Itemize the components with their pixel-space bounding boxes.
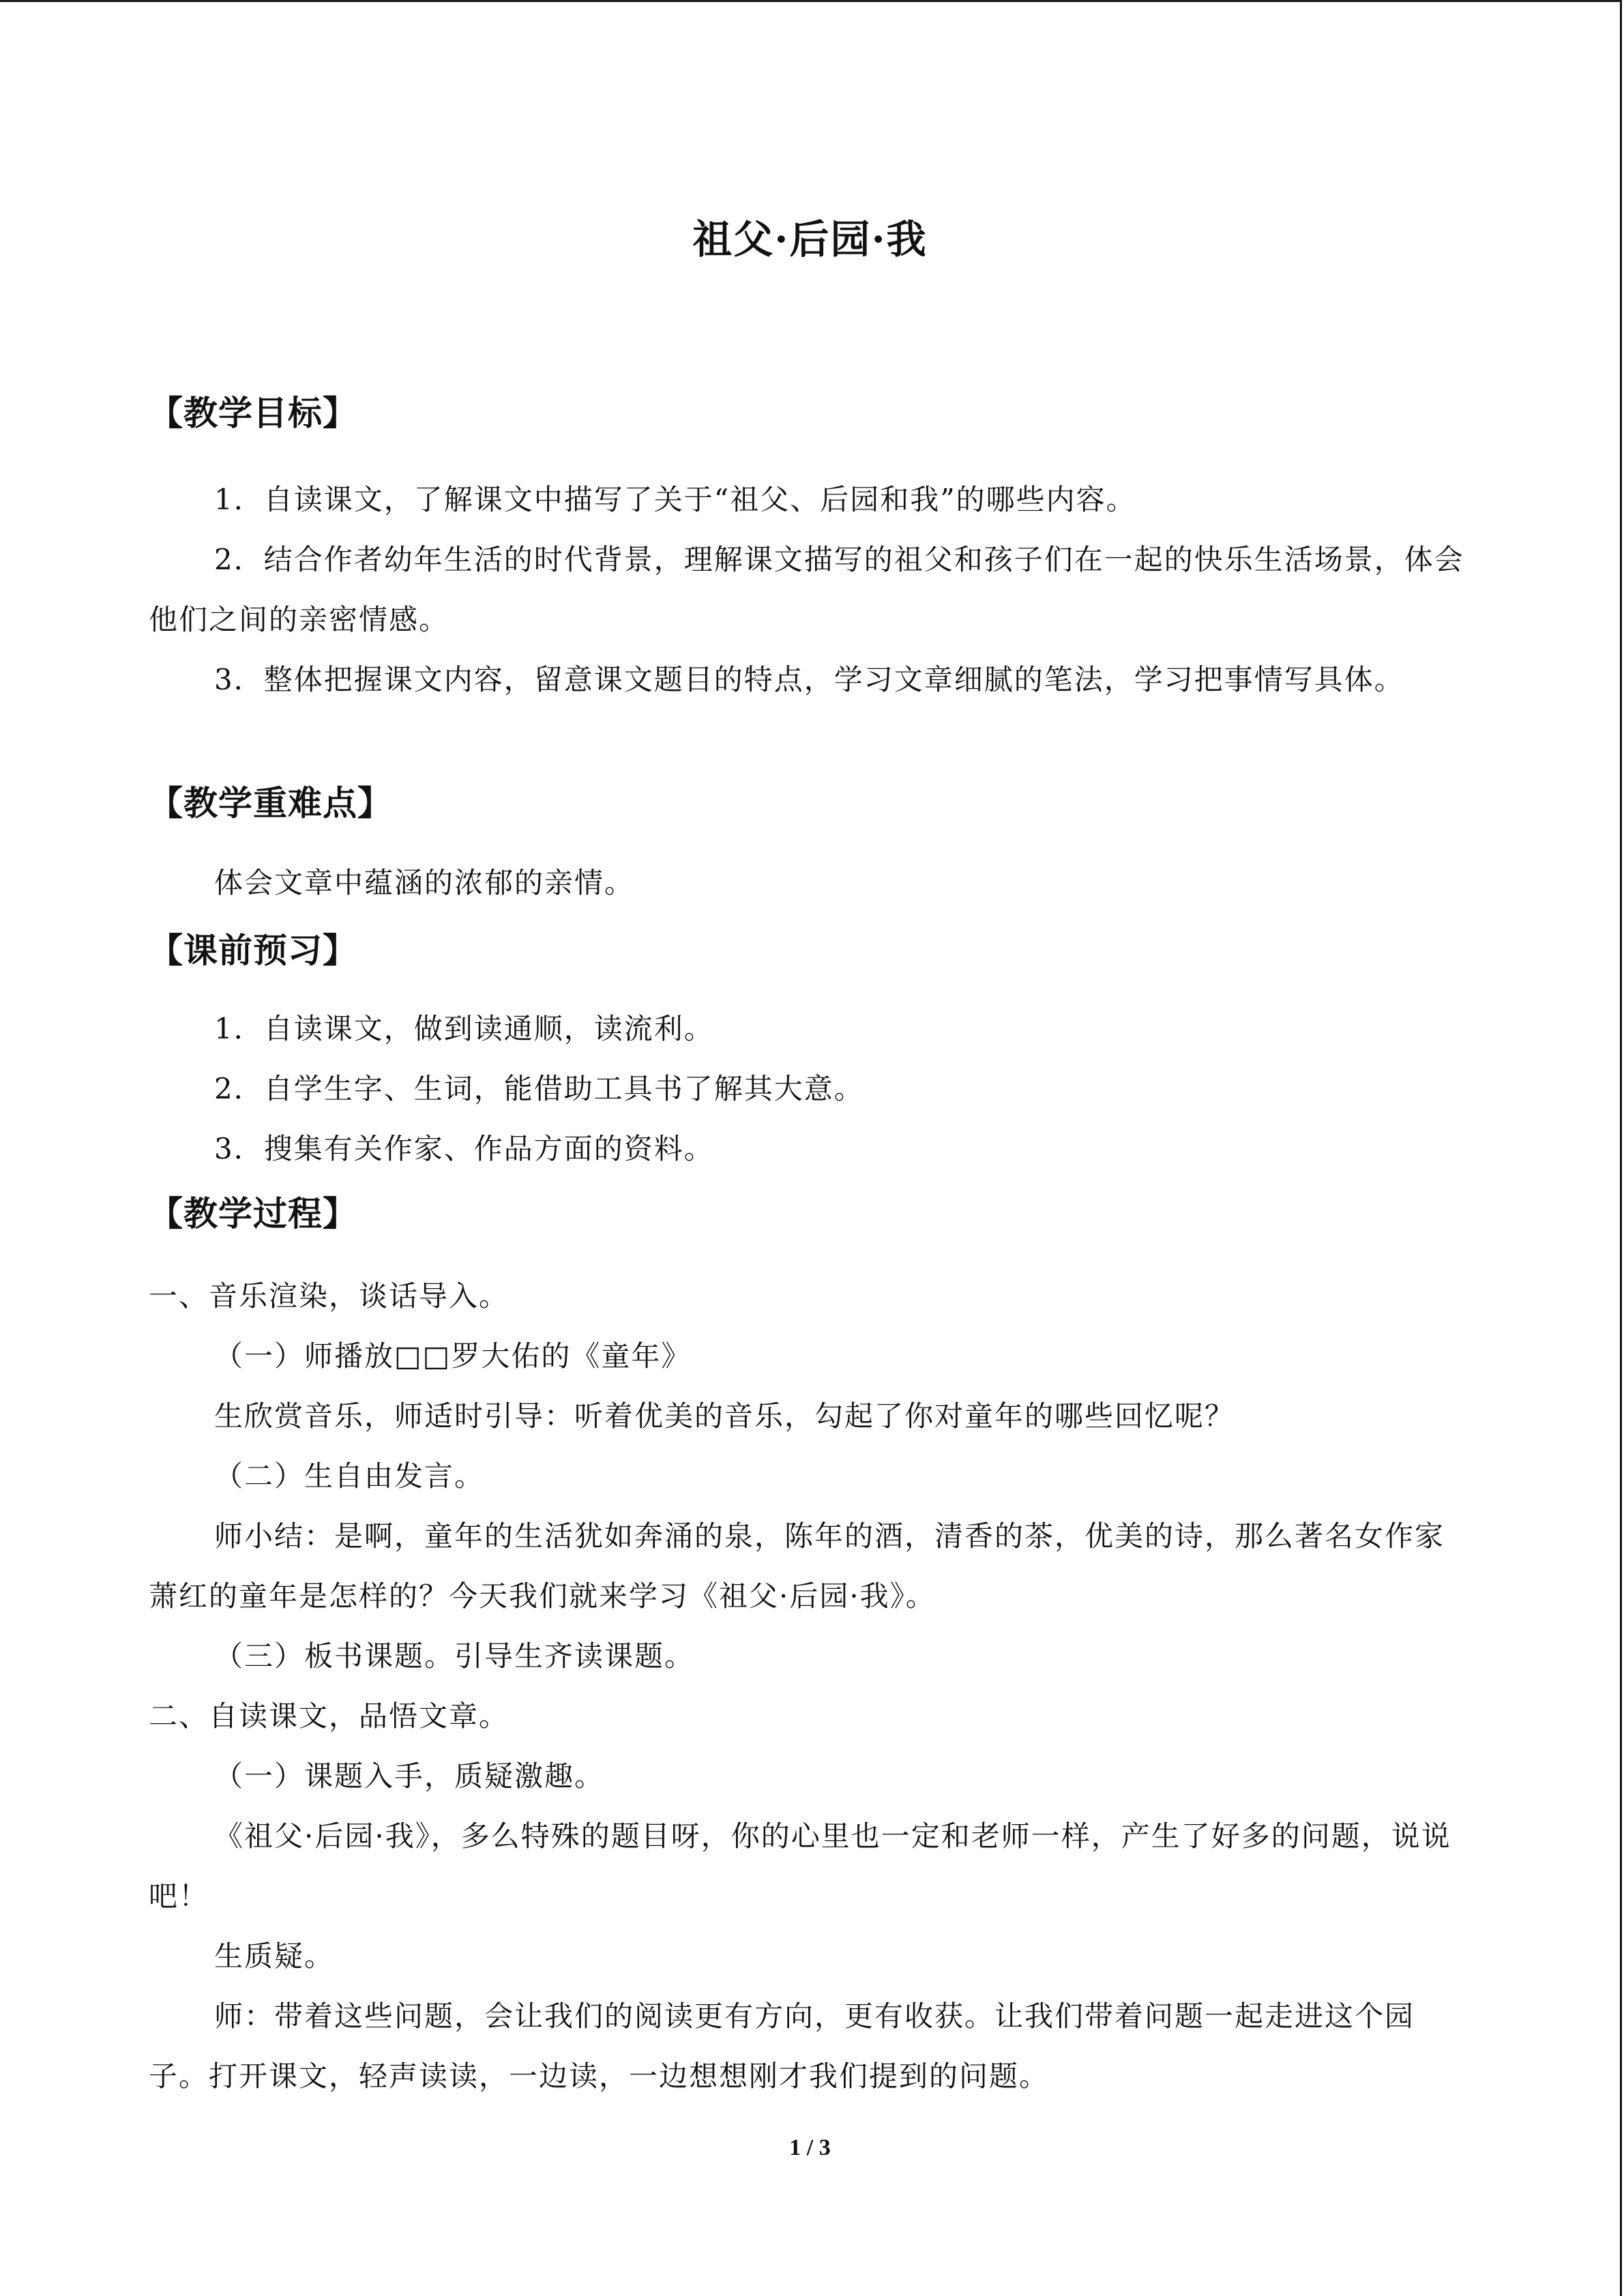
objective-item-1: 1．自读课文，了解课文中描写了关于“祖父、后园和我”的哪些内容。 <box>214 483 1136 516</box>
process-part1-step1: （一）师播放□□罗大佑的《童年》 <box>214 1339 692 1373</box>
process-part1-step1-detail: 生欣赏音乐，师适时引导：听着优美的音乐，勾起了你对童年的哪些回忆呢？ <box>214 1399 1235 1433</box>
process-part1-step2: （二）生自由发言。 <box>214 1459 485 1493</box>
section-heading-key-points: 【教学重难点】 <box>149 783 392 823</box>
section-heading-process: 【教学过程】 <box>149 1193 357 1234</box>
process-part2-student: 生质疑。 <box>214 1939 335 1973</box>
process-part2-teacher: 师：带着这些问题，会让我们的阅读更有方向，更有收获。让我们带着问题一起走进这个园子。打开课文，轻声读读，一边读，一边想想刚才我们提到的问题。 <box>149 1999 1415 2093</box>
key-points-text: 体会文章中蕴涵的浓郁的亲情。 <box>214 866 635 899</box>
preview-item-3: 3．搜集有关作家、作品方面的资料。 <box>214 1132 714 1165</box>
objective-item-2: 2．结合作者幼年生活的时代背景，理解课文描写的祖父和孩子们在一起的快乐生活场景，体会他们之间的亲密情感。 <box>149 543 1464 636</box>
process-part1-step3: （三）板书课题。引导生齐读课题。 <box>214 1639 695 1673</box>
objective-item-3: 3．整体把握课文内容，留意课文题目的特点，学习文章细腻的笔法，学习把事情写具体。 <box>214 663 1404 696</box>
process-part1-summary: 师小结：是啊，童年的生活犹如奔涌的泉，陈年的酒，清香的茶，优美的诗，那么著名女作家萧红的童年是怎样的？今天我们就来学习《祖父·后园·我》。 <box>149 1519 1445 1613</box>
process-part2-title: 二、自读课文，品悟文章。 <box>149 1699 510 1733</box>
document-title: 祖父·后园·我 <box>692 216 928 263</box>
process-part2-step1: （一）课题入手，质疑激趣。 <box>214 1759 605 1793</box>
preview-item-2: 2．自学生字、生词，能借助工具书了解其大意。 <box>214 1072 864 1105</box>
process-part2-step1-detail: 《祖父·后园·我》，多么特殊的题目呀，你的心里也一定和老师一样，产生了好多的问题，说说吧！ <box>149 1819 1451 1913</box>
section-heading-objectives: 【教学目标】 <box>149 393 357 433</box>
section-heading-preview: 【课前预习】 <box>149 930 357 970</box>
preview-item-1: 1．自读课文，做到读通顺，读流利。 <box>214 1012 714 1045</box>
page-number: 1 / 3 <box>789 2135 831 2160</box>
process-part1-title: 一、音乐渲染，谈话导入。 <box>149 1279 510 1313</box>
